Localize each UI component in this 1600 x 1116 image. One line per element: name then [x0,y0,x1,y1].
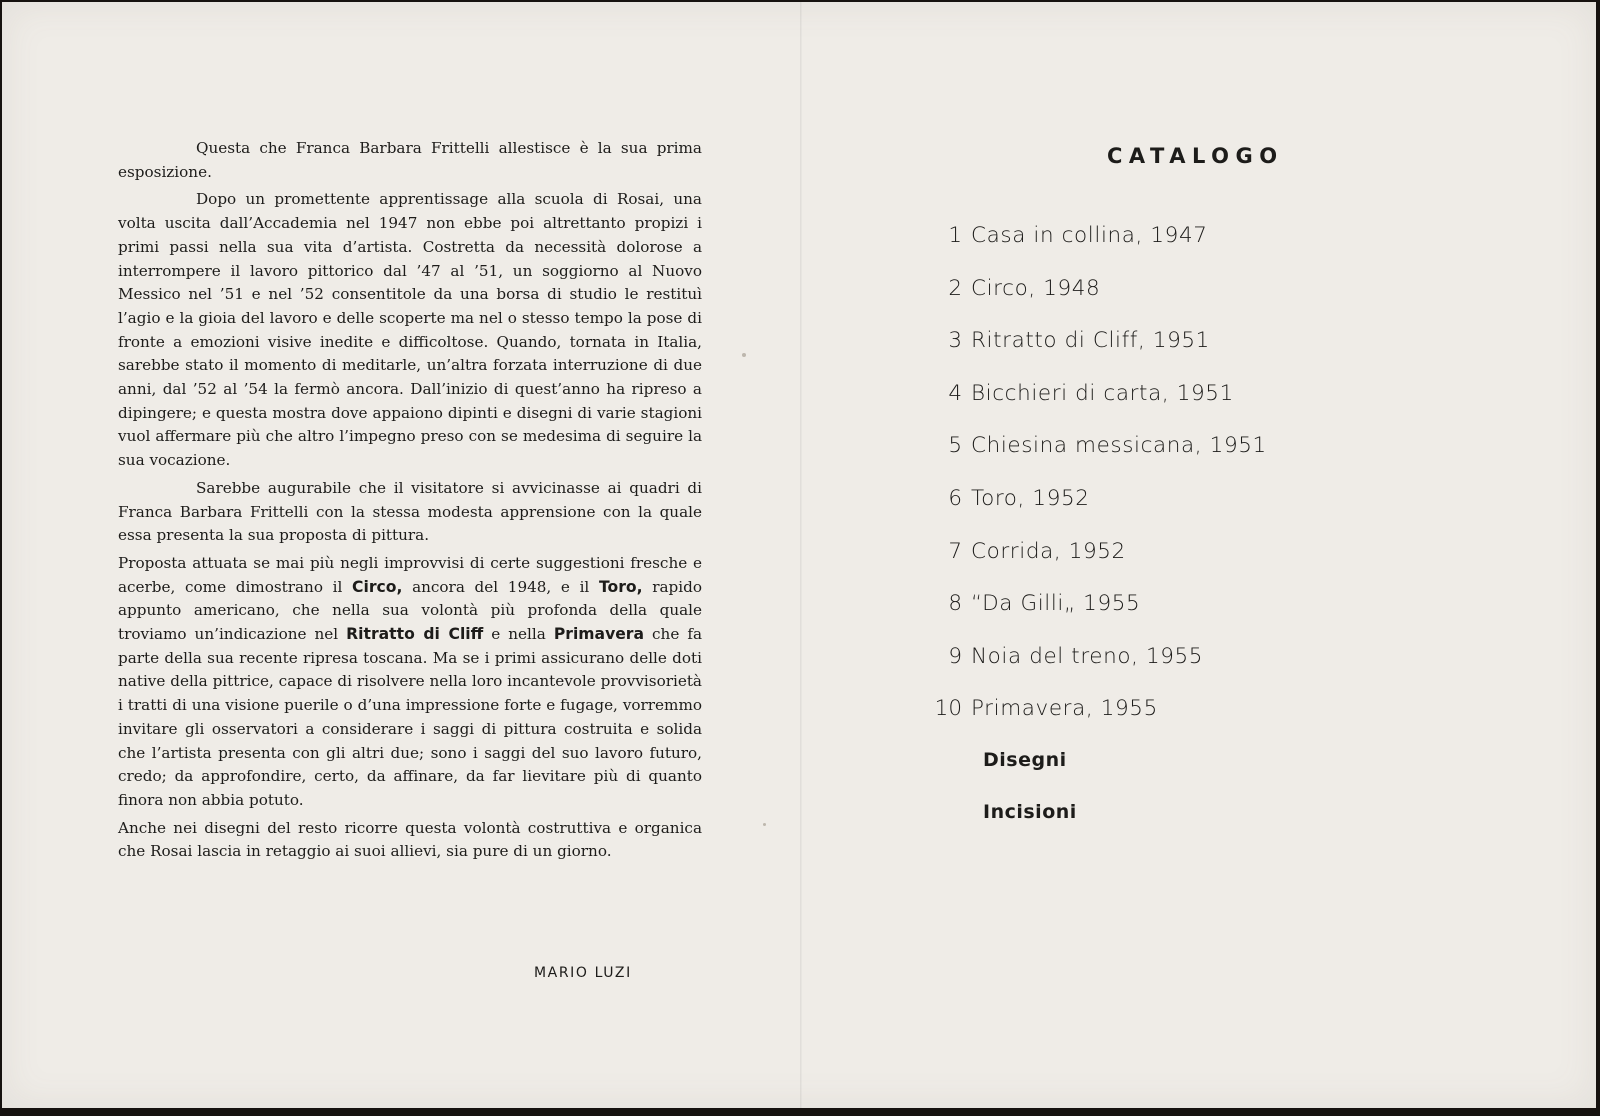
exhibition-leaflet [2,2,1596,1108]
catalog-title: CATALOGO [1107,144,1284,168]
catalog-item-number: 2 [948,275,962,301]
author-signature: MARIO LUZI [534,965,632,981]
catalog-item [932,276,1452,329]
essay-paragraph-3: Sarebbe augurabile che il visitatore si avvicinasse ai quadri di Franca Barbara Frittelli con la stessa modesta apprensione con la quale essa presenta la sua proposta di pittura. [118,478,702,545]
catalog-item [932,539,1452,592]
catalog-item [932,433,1452,486]
work-title-circo: Circo, [352,577,403,596]
work-title-ritratto-di-cliff: Ritratto di Cliff [346,625,484,644]
essay-text-run: Proposta attuata se mai più negli improvvisi di certe suggestioni fresche e acerbe, come dimostrano il [118,553,702,596]
work-title-primavera: Primavera [553,625,645,644]
essay-paragraph-1: Questa che Franca Barbara Frittelli allestisce è la sua prima esposizione. [118,139,702,181]
catalog-item-title: Bicchieri di carta, 1951 [971,380,1234,406]
catalog-item [932,644,1452,697]
catalog-item [932,591,1452,644]
essay-text-run: rapido appunto americano, che nella sua volontà più profonda della quale troviamo un’indicazione nel [118,577,703,644]
catalog-item-number: 10 [934,696,962,722]
essay-paragraph-5: Anche nei disegni del resto ricorre questa volontà costruttiva e organica che Rosai lascia in retaggio ai suoi allievi, sia pure di un giorno. [118,818,702,861]
catalog-item-number: 1 [948,223,962,248]
catalog-section-incisioni: Incisioni [983,800,1077,823]
catalog-item-title: Corrida, 1952 [971,538,1126,564]
paper-speck [742,353,746,357]
catalog-list [932,223,1452,853]
catalog-item-number: 7 [948,538,962,564]
catalog-item-title: Toro, 1952 [971,485,1090,511]
catalog-item-title: Noia del treno, 1955 [971,643,1204,669]
catalog-item [932,381,1452,434]
catalog-item-number: 9 [948,643,962,669]
center-fold [800,2,802,1108]
essay-text-run: ancora del 1948, e il [402,577,599,596]
catalog-item [932,328,1452,381]
catalog-item-title: Primavera, 1955 [971,696,1158,722]
catalog-item-number: 5 [948,433,962,459]
essay-text [118,137,702,868]
catalog-item-title: Ritratto di Cliff, 1951 [971,328,1210,354]
catalog-section-disegni: Disegni [983,748,1067,771]
catalog-item-title: Casa in collina, 1947 [971,223,1208,248]
catalog-item-title: Circo, 1948 [971,275,1101,301]
essay-text-run: che fa parte della sua recente ripresa toscana. Ma se i primi assicurano delle doti native della pittrice, capace di risolvere nella loro incantevole provvisorietà i tratti di una visione puerile o d’una impressione forte e fugage, vorremmo invitare gli osservatori a considerare i saggi di pittura costruita e solida che l’artista presenta con gli altri due; sono i saggi del suo lavoro futuro, credo; da approfondire, certo, da affinare, da far lievitare più di quanto finora non abbia potuto. [118,625,702,809]
catalog-item [932,696,1452,749]
essay-paragraph-4 [118,552,702,813]
catalog-item [932,223,1452,276]
catalog-item-title: Chiesina messicana, 1951 [971,433,1267,459]
catalog-item-number: 6 [948,485,962,511]
work-title-toro: Toro, [598,577,643,596]
catalog-item-number: 8 [948,591,962,617]
catalog-item-number: 4 [948,380,962,406]
catalog-item-title: “Da Gilli„ 1955 [971,591,1141,617]
paper-speck [763,823,766,826]
essay-paragraph-2: Dopo un promettente apprentissage alla scuola di Rosai, una volta uscita dall’Accademia nel 1947 non ebbe poi altrettanto propizi i primi passi nella sua vita d’artista. Costretta da necessità dolorose a interrompere il lavoro pittorico dal ’47 al ’51, un soggiorno al Nuovo Messico nel ’51 e nel ’52 consentitole da una borsa di studio le restituì l’agio e la gioia del lavoro e delle scoperte ma nel o stesso tempo la pose di fronte a emozioni visive inedite e difficoltose. Quando, tornata in Italia, sarebbe stato il momento di meditarle, un’altra forzata interruzione di due anni, dal ’52 al ’54 la fermò ancora. Dall’inizio di quest’anno ha ripreso a dipingere; e questa mostra dove appaiono dipinti e disegni di varie stagioni vuol affermare più che altro l’impegno preso con se medesima di seguire la sua vocazione. [118,190,702,470]
catalog-item [932,486,1452,539]
catalog-item-number: 3 [948,328,962,354]
essay-text-run: e nella [483,625,554,644]
